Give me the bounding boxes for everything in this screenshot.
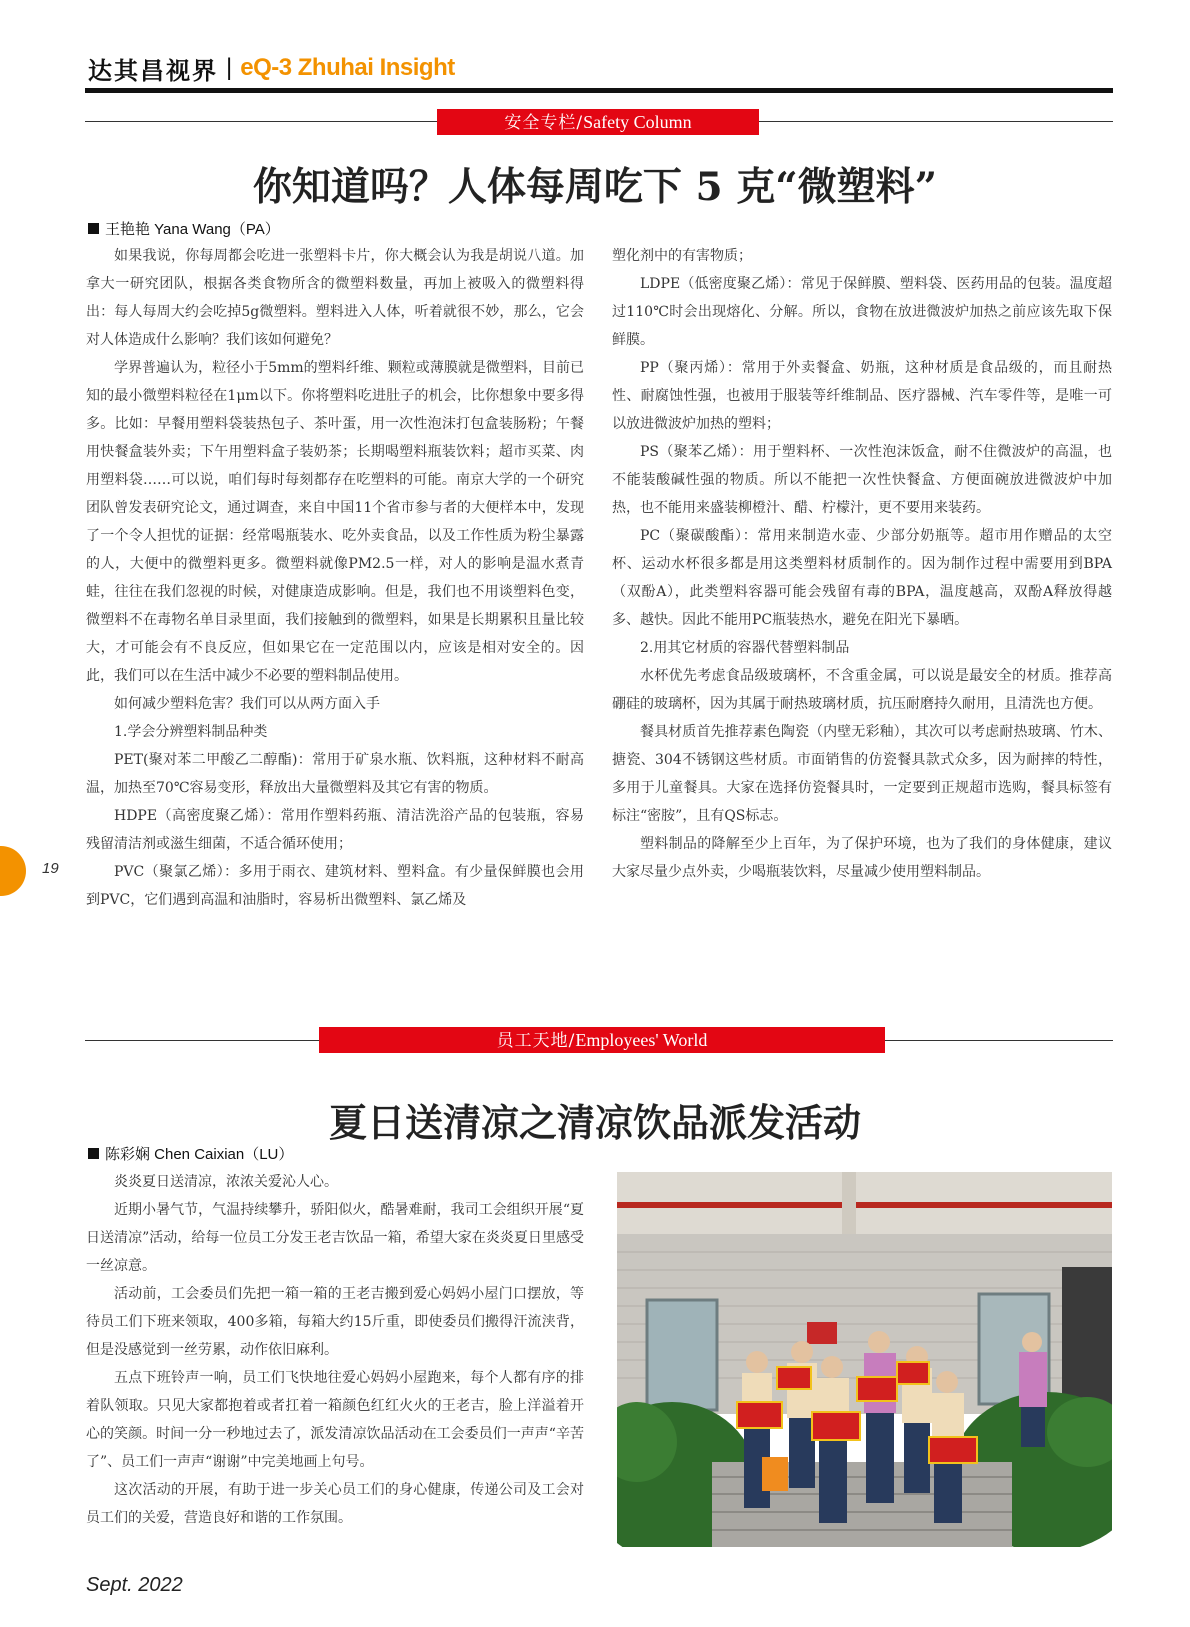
event-photo [617, 1172, 1112, 1547]
paragraph: 五点下班铃声一响，员工们飞快地往爱心妈妈小屋跑来，每个人都有序的排着队领取。只见大家都抱着或者扛着一箱颜色红红火火的王老吉，脸上洋溢着开心的笑颜。时间一分一秒地过去了，派发清凉饮品活动在工会委员们一声声“辛苦了”、员工们一声声“谢谢”中完美地画上句号。 [86, 1370, 584, 1470]
paragraph: 近期小暑气节，气温持续攀升，骄阳似火，酷暑难耐，我司工会组织开展“夏日送清凉”活动，给每一位员工分发王老吉饮品一箱，希望大家在炎炎夏日里感受一丝凉意。 [86, 1202, 584, 1274]
paragraph: 1.学会分辨塑料制品种类 [114, 724, 268, 740]
paragraph: PS（聚苯乙烯）：用于塑料杯、一次性泡沫饭盒，耐不住微波炉的高温，也不能装酸碱性强的物质。所以不能把一次性快餐盒、方便面碗放进微波炉中加热，也不能用来盛装柳橙汁、醋、柠檬汁，更不要用来装药。 [612, 444, 1112, 516]
author-name: 王艳艳 Yana Wang（PA） [105, 221, 280, 238]
byline-square-icon [88, 223, 99, 234]
paragraph: 塑料制品的降解至少上百年，为了保护环境，也为了我们的身体健康，建议大家尽量少点外卖，少喝瓶装饮料，尽量减少使用塑料制品。 [612, 836, 1112, 880]
paragraph: 活动前，工会委员们先把一箱一箱的王老吉搬到爱心妈妈小屋门口摆放，等待员工们下班来领取，400多箱，每箱大约15斤重，即使委员们搬得汗流浃背，但是没感觉到一丝劳累，动作依旧麻利。 [86, 1286, 584, 1358]
byline-article1 [88, 218, 280, 239]
byline-square-icon [88, 1148, 99, 1159]
section-cn: 员工天地/ [496, 1031, 576, 1051]
footer-date: Sept. 2022 [86, 1574, 183, 1596]
brand-en: eQ-3 Zhuhai Insight [240, 54, 455, 81]
event-photo-illustration [617, 1172, 1112, 1547]
byline-article2 [88, 1143, 293, 1164]
paragraph: 炎炎夏日送清凉，浓浓关爱沁人心。 [114, 1174, 338, 1190]
article-title-microplastics: 你知道吗？人体每周吃下 5 克“微塑料” [252, 164, 938, 210]
section-en: Employees' World [575, 1030, 708, 1050]
paragraph: 2.用其它材质的容器代替塑料制品 [640, 640, 850, 656]
paragraph: HDPE（高密度聚乙烯）：常用作塑料药瓶、清洁洗浴产品的包装瓶，容易残留清洁剂或滋生细菌，不适合循环使用； [86, 808, 584, 852]
page-header [88, 50, 455, 86]
section-cn: 安全专栏/ [504, 113, 584, 133]
paragraph: 如果我说，你每周都会吃进一张塑料卡片，你大概会认为我是胡说八道。加拿大一研究团队，根据各类食物所含的微塑料数量，再加上被吸入的微塑料得出：每人每周大约会吃掉5g微塑料。塑料进入人体，听着就很不妙，那么，它会对人体造成什么影响？我们该如何避免？ [86, 248, 584, 348]
paragraph: LDPE（低密度聚乙烯）：常见于保鲜膜、塑料袋、医药用品的包装。温度超过110℃时会出现熔化、分解。所以，食物在放进微波炉加热之前应该先取下保鲜膜。 [612, 276, 1112, 348]
article2-column [86, 1168, 584, 1532]
paragraph: 学界普遍认为，粒径小于5mm的塑料纤维、颗粒或薄膜就是微塑料，目前已知的最小微塑料粒径在1μm以下。你将塑料吃进肚子的机会，比你想象中要多得多。比如：早餐用塑料袋装热包子、茶叶蛋，用一次性泡沫打包盒装肠粉；午餐用快餐盒装外卖；下午用塑料盒子装奶茶；长期喝塑料瓶装饮料；超市买菜、肉用塑料袋……可以说，咱们每时每刻都存在吃塑料的可能。南京大学的一个研究团队曾发表研究论文，通过调查，来自中国11个省市参与者的大便样本中，发现了一个令人担忧的证据：经常喝瓶装水、吃外卖食品，以及工作性质为粉尘暴露的人，大便中的微塑料更多。微塑料就像PM2.5一样，对人的影响是温水煮青蛙，往往在我们忽视的时候，对健康造成影响。但是，我们也不用谈塑料色变，微塑料不在毒物名单目录里面，我们接触到的微塑料，如果是长期累积且量比较大，才可能会有不良反应，但如果它在一定范围以内，应该是相对安全的。因此，我们可以在生活中减少不必要的塑料制品使用。 [86, 360, 584, 684]
brand-cn: 达其昌视界 [88, 55, 218, 85]
paragraph: 塑化剂中的有害物质； [612, 248, 752, 264]
paragraph: 如何减少塑料危害？我们可以从两方面入手 [114, 696, 380, 712]
paragraph: 餐具材质首先推荐素色陶瓷（内壁无彩釉），其次可以考虑耐热玻璃、竹木、搪瓷、304不锈钢这些材质。市面销售的仿瓷餐具款式众多，因为耐摔的特性，多用于儿童餐具。大家在选择仿瓷餐具时，一定要到正规超市选购，餐具标签有标注“密胺”，且有QS标志。 [612, 724, 1112, 824]
paragraph: PP（聚丙烯）：常用于外卖餐盒、奶瓶，这种材质是食品级的，而且耐热性、耐腐蚀性强，也被用于服装等纤维制品、医疗器械、汽车零件等，是唯一可以放进微波炉加热的塑料； [612, 360, 1112, 432]
article-title-summer: 夏日送清凉之清凉饮品派发活动 [328, 1100, 861, 1145]
section-en: Safety Column [583, 112, 692, 132]
paragraph: PET(聚对苯二甲酸乙二醇酯)：常用于矿泉水瓶、饮料瓶，这种材料不耐高温，加热至70℃容易变形，释放出大量微塑料及其它有害的物质。 [86, 752, 584, 796]
paragraph: PVC（聚氯乙烯）：多用于雨衣、建筑材料、塑料盒。有少量保鲜膜也会用到PVC，它们遇到高温和油脂时，容易析出微塑料、氯乙烯及 [86, 864, 584, 908]
brand-separator: | [226, 54, 233, 81]
page-number: 19 [42, 860, 59, 877]
page-tab [0, 846, 26, 896]
section-label-safety [437, 109, 759, 135]
paragraph: 这次活动的开展，有助于进一步关心员工们的身心健康，传递公司及工会对员工们的关爱，营造良好和谐的工作氛围。 [86, 1482, 584, 1526]
paragraph: 水杯优先考虑食品级玻璃杯，不含重金属，可以说是最安全的材质。推荐高硼硅的玻璃杯，因为其属于耐热玻璃材质，抗压耐磨持久耐用，且清洗也方便。 [612, 668, 1112, 712]
header-rule [85, 88, 1113, 93]
article1-right-column [612, 242, 1112, 886]
section-label-employees [319, 1027, 885, 1053]
author-name: 陈彩娴 Chen Caixian（LU） [105, 1146, 294, 1163]
article1-left-column [86, 242, 584, 914]
paragraph: PC（聚碳酸酯）：常用来制造水壶、少部分奶瓶等。超市用作赠品的太空杯、运动水杯很多都是用这类塑料材质制作的。因为制作过程中需要用到BPA（双酚A），此类塑料容器可能会残留有毒的BPA，温度越高，双酚A释放得越多、越快。因此不能用PC瓶装热水，避免在阳光下暴晒。 [612, 528, 1112, 628]
